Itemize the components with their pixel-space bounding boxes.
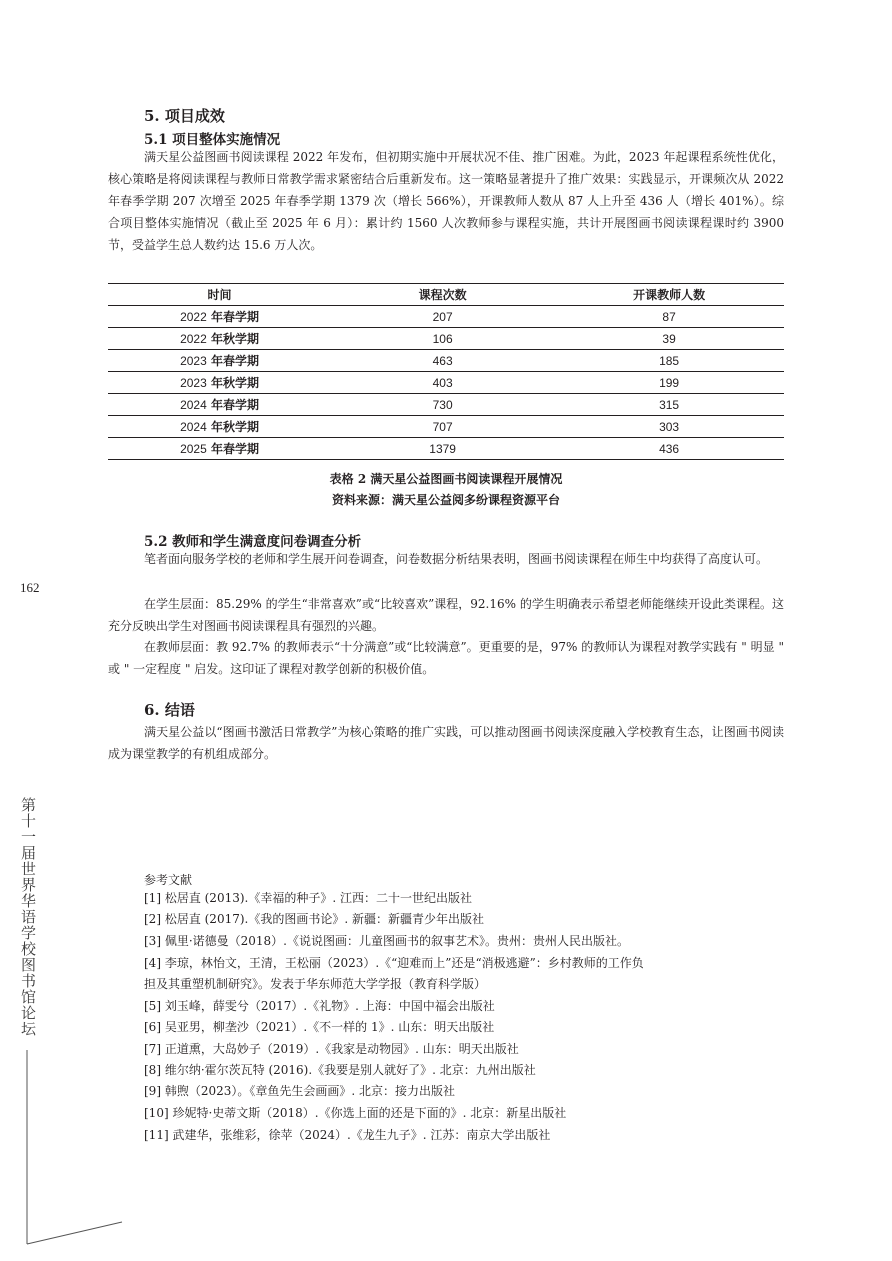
period-cell: 2022 年春学期 [108, 306, 331, 328]
reference-item: [6] 吴亚男，柳垄沙（2021）.《不一样的 1》. 山东：明天出版社 [144, 1020, 495, 1034]
section-6-paragraph: 满天星公益以“图画书激活日常教学”为核心策略的推广实践，可以推动图画书阅读深度融入学校教育生态，让图画书阅读成为课堂教学的有机组成部分。 [108, 725, 784, 761]
period-cell: 2024 年春学期 [108, 394, 331, 416]
section-5-2-paragraph-2: 在学生层面：85.29% 的学生“非常喜欢”或“比较喜欢”课程，92.16% 的学生明确表示希望老师能继续开设此类课程。这充分反映出学生对图画书阅读课程具有强烈的兴趣。 [108, 597, 784, 633]
course-count-cell: 106 [331, 328, 554, 350]
page-number: 162 [20, 580, 40, 595]
section-5-1-paragraph: 满天星公益图画书阅读课程 2022 年发布，但初期实施中开展状况不佳、推广困难。为此，2023 年起课程系统性优化，核心策略是将阅读课程与教师日常教学需求紧密结合后重新发布。这一策略显著提升了推广效果：实践显示，开课频次从 2022 年春季学期 207 次增至 2025 年春季学期 1379 次（增长 566%），开课教师人数从 87 人上升至 436 人（增长 401%）。综合项目整体实施情况（截止至 2025 年 6 月）：累计约 1560 人次教师参与课程实施，共计开展图画书阅读课程课时约 3900 节，受益学生总人数约达 15.6 万人次。 [108, 150, 784, 252]
side-diagonal-rule [27, 1222, 122, 1244]
reference-item: [11] 武建华，张维彩，徐苹（2024）.《龙生九子》. 江苏：南京大学出版社 [144, 1128, 551, 1142]
header-course-count: 课程次数 [331, 284, 554, 306]
course-count-cell: 730 [331, 394, 554, 416]
period-cell: 2023 年春学期 [108, 350, 331, 372]
section-5-heading: 5. 项目成效 [144, 107, 225, 125]
section-5-1-heading: 5.1 项目整体实施情况 [144, 132, 281, 148]
reference-item: [3] 佩里·诺德曼（2018）.《说说图画：儿童图画书的叙事艺术》。贵州：贵州人民出版社。 [144, 934, 629, 948]
table-caption: 表格 2 满天星公益图画书阅读课程开展情况 [329, 472, 563, 486]
reference-item: [1] 松居直 (2013).《幸福的种子》. 江西：二十一世纪出版社 [144, 891, 472, 905]
reference-item: 担及其重塑机制研究》。发表于华东师范大学学报（教育科学版） [144, 977, 487, 991]
header-time: 时间 [108, 284, 331, 306]
course-count-cell: 463 [331, 350, 554, 372]
reference-item: [4] 李琼，林怡文，王清，王松丽（2023）.《“迎难而上”还是“消极逃避”：乡村教师的工作负 [144, 956, 644, 970]
course-count-cell: 403 [331, 372, 554, 394]
section-6-heading: 6. 结语 [144, 701, 195, 719]
period-cell: 2024 年秋学期 [108, 416, 331, 438]
table-source: 资料来源：满天星公益阅多纷课程资源平台 [331, 493, 560, 507]
reference-item: [8] 维尔纳·霍尔茨瓦特 (2016).《我要是别人就好了》. 北京：九州出版社 [144, 1063, 536, 1077]
course-count-cell: 1379 [331, 438, 554, 460]
teacher-count-cell: 303 [554, 416, 784, 438]
course-count-cell: 707 [331, 416, 554, 438]
header-teacher-count: 开课教师人数 [554, 284, 784, 306]
period-cell: 2023 年秋学期 [108, 372, 331, 394]
teacher-count-cell: 315 [554, 394, 784, 416]
course-count-cell: 207 [331, 306, 554, 328]
teacher-count-cell: 87 [554, 306, 784, 328]
reference-item: [10] 珍妮特·史蒂文斯（2018）.《你选上面的还是下面的》. 北京：新星出版社 [144, 1106, 567, 1120]
side-title: 第十一届世界华语学校图书馆论坛 [19, 797, 37, 1037]
reference-item: [5] 刘玉峰，薛雯兮（2017）.《礼物》. 上海：中国中福会出版社 [144, 999, 495, 1013]
reference-item: [2] 松居直 (2017).《我的图画书论》. 新疆：新疆青少年出版社 [144, 912, 484, 926]
period-cell: 2022 年秋学期 [108, 328, 331, 350]
reference-item: [7] 正道熏，大岛妙子（2019）.《我家是动物园》. 山东：明天出版社 [144, 1042, 519, 1056]
period-cell: 2025 年春学期 [108, 438, 331, 460]
reference-item: [9] 韩煦（2023）。《章鱼先生会画画》. 北京：接力出版社 [144, 1084, 455, 1098]
section-5-2-paragraph-1: 笔者面向服务学校的老师和学生展开问卷调查，问卷数据分析结果表明，图画书阅读课程在师生中均获得了高度认可。 [144, 552, 769, 566]
section-5-2-heading: 5.2 教师和学生满意度问卷调查分析 [144, 534, 362, 550]
teacher-count-cell: 436 [554, 438, 784, 460]
teacher-count-cell: 39 [554, 328, 784, 350]
teacher-count-cell: 199 [554, 372, 784, 394]
references-title: 参考文献 [144, 873, 193, 887]
teacher-count-cell: 185 [554, 350, 784, 372]
section-5-2-paragraph-3: 在教师层面：教 92.7% 的教师表示“十分满意”或“比较满意”。更重要的是，97% 的教师认为课程对教学实践有 " 明显 " 或 " 一定程度 " 启发。这印证了课程对教学创新的积极价值。 [108, 640, 784, 676]
